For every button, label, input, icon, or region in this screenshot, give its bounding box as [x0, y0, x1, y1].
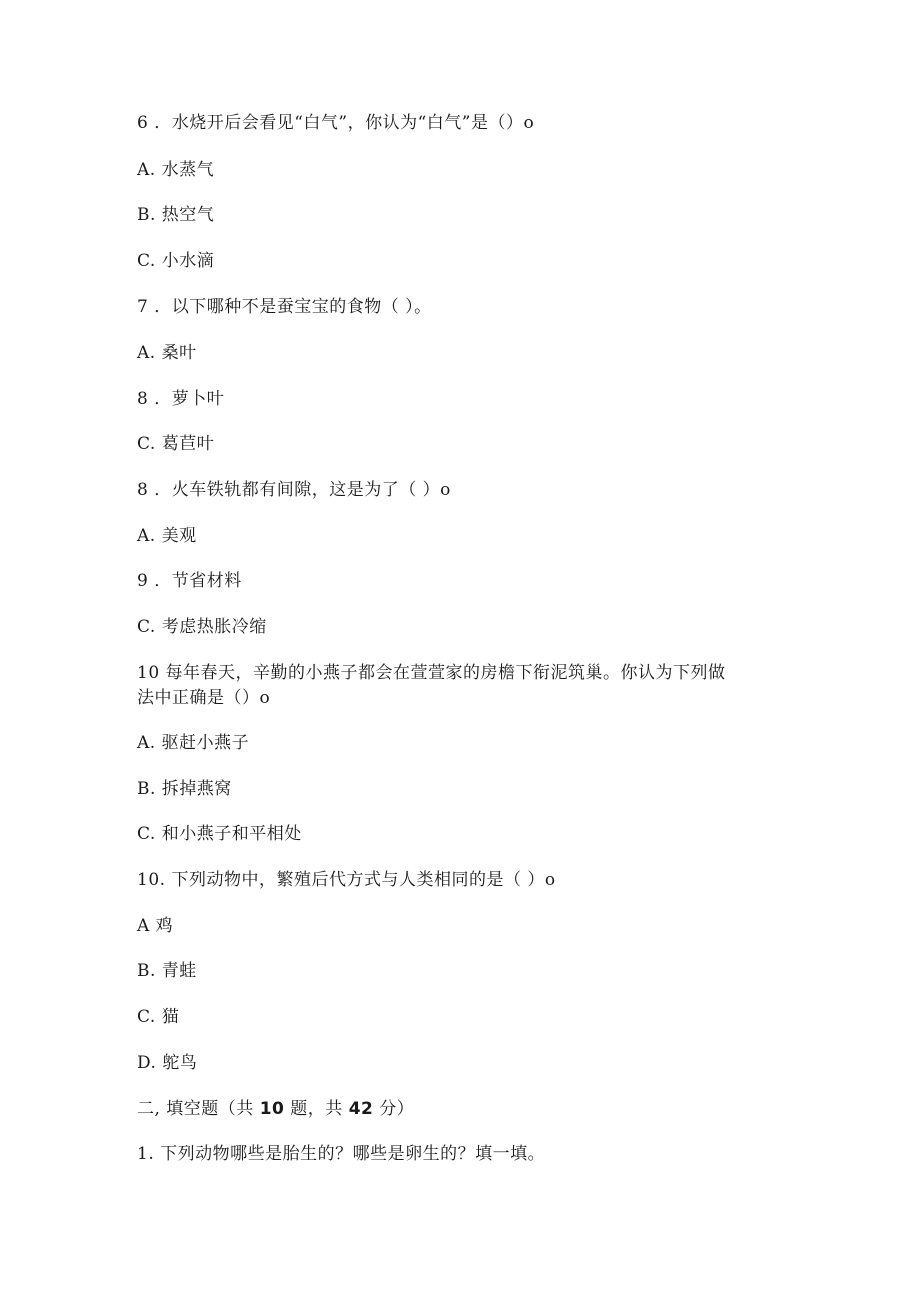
option-b: 9 ．节省材料: [137, 571, 242, 591]
option-a: A. 水蒸气: [137, 160, 215, 180]
option-b: B. 热空气: [137, 205, 215, 225]
option-c: C. 猫: [137, 1007, 180, 1027]
section-suffix: 分）: [373, 1099, 415, 1119]
fill-question-1: 1. 下列动物哪些是胎生的？哪些是卵生的？填一填。: [137, 1144, 546, 1164]
question-9-line-1: 10 每年春天，辛勤的小燕子都会在萱萱家的房檐下衔泥筑巢。你认为下列做: [137, 663, 726, 683]
option-b: B. 拆掉燕窝: [137, 779, 232, 799]
section-mid: 题，共: [284, 1099, 349, 1119]
option-a: A. 美观: [137, 526, 197, 546]
option-b: 8 ．萝卜叶: [137, 389, 225, 409]
section-points: 42: [348, 1099, 374, 1119]
option-a: A. 驱赶小燕子: [137, 733, 250, 753]
question-7: 7 ．以下哪种不是蚕宝宝的食物（ ）。: [137, 297, 432, 317]
section-prefix: 二, 填空题（共: [137, 1099, 260, 1119]
question-9-line-2: 法中正确是（）o: [137, 688, 271, 708]
question-10: 10. 下列动物中，繁殖后代方式与人类相同的是（ ）o: [137, 870, 556, 890]
option-c: C. 葛苣叶: [137, 434, 215, 454]
section-heading: [137, 1097, 414, 1121]
option-a: A. 桑叶: [137, 343, 197, 363]
option-d: D. 鸵鸟: [137, 1053, 198, 1073]
option-c: C. 和小燕子和平相处: [137, 824, 302, 844]
option-c: C. 考虑热胀冷缩: [137, 617, 267, 637]
option-a: A 鸡: [137, 916, 174, 936]
option-c: C. 小水滴: [137, 251, 215, 271]
question-6: 6 ．水烧开后会看见“白气”，你认为“白气”是（）o: [137, 113, 535, 133]
option-b: B. 青蛙: [137, 961, 197, 981]
section-count: 10: [259, 1099, 285, 1119]
question-8: 8 ．火车铁轨都有间隙，这是为了（ ）o: [137, 480, 451, 500]
